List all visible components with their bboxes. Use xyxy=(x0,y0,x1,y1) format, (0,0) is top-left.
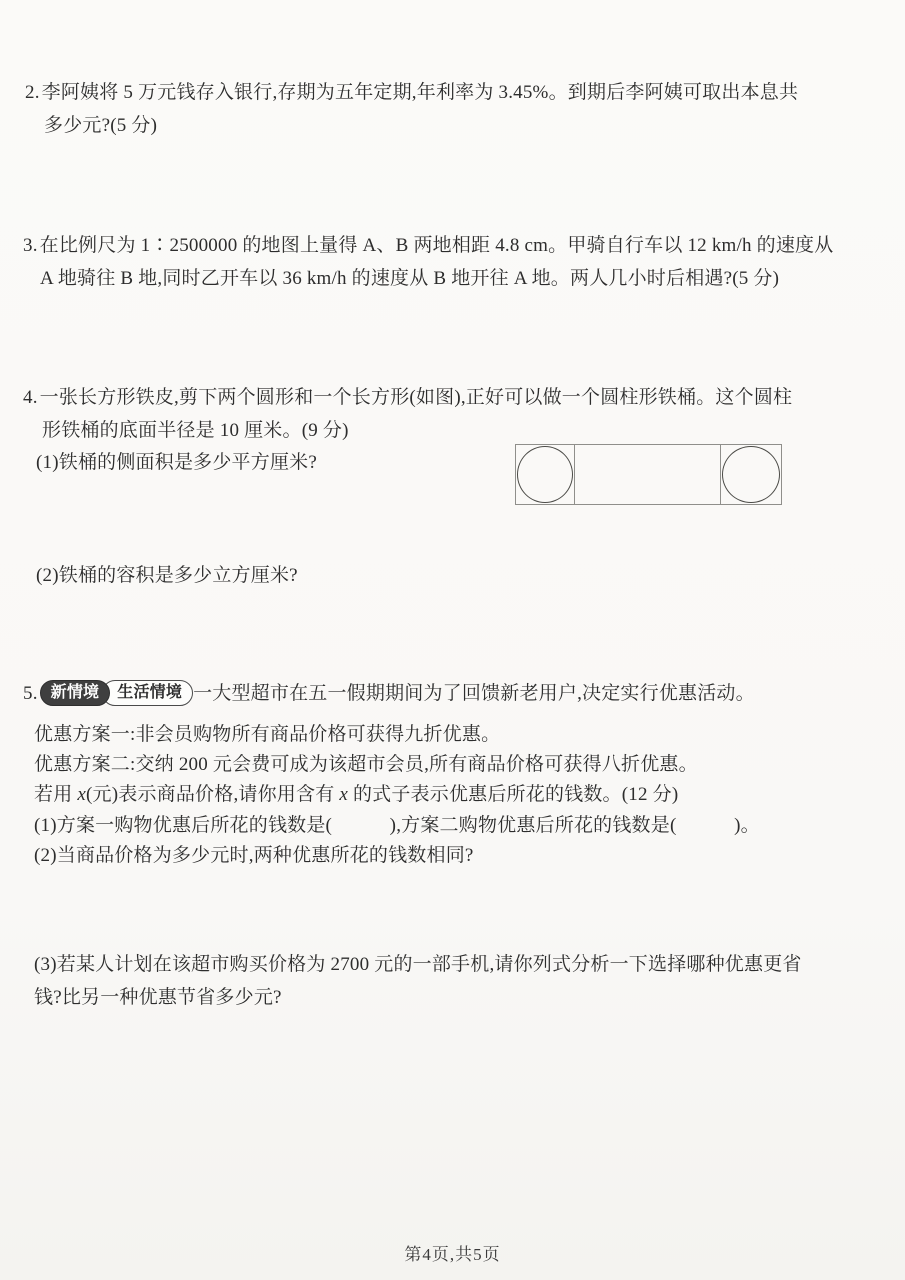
figure-left-circle xyxy=(517,446,573,503)
question-3-number: 3. xyxy=(23,235,38,256)
question-2-line-1 xyxy=(25,80,798,106)
question-5-line-1 xyxy=(23,680,755,707)
figure-left-square xyxy=(516,445,575,504)
question-3-line-1 xyxy=(23,233,833,259)
question-4-line-1 xyxy=(23,385,792,411)
badge-life-context: 生活情境 xyxy=(102,680,193,706)
note-pre: 若用 xyxy=(34,784,78,805)
question-5-part-2: (2)当商品价格为多少元时,两种优惠所花的钱数相同? xyxy=(34,845,474,866)
question-5-number: 5. xyxy=(23,683,38,704)
badge-new-context: 新情境 xyxy=(40,680,111,706)
question-5-part-3-line-2: 钱?比另一种优惠节省多少元? xyxy=(34,987,282,1008)
question-4-line-2: 形铁桶的底面半径是 10 厘米。(9 分) xyxy=(42,420,349,441)
question-5-note xyxy=(34,782,678,808)
tin-sheet-figure xyxy=(515,444,782,505)
question-3-line-2: A 地骑往 B 地,同时乙开车以 36 km/h 的速度从 B 地开往 A 地。两人几小时后相遇?(5 分) xyxy=(40,268,780,289)
question-5-part-3-line-1: (3)若某人计划在该超市购买价格为 2700 元的一部手机,请你列式分析一下选择哪种优惠更省 xyxy=(34,954,802,975)
question-4-part-2: (2)铁桶的容积是多少立方厘米? xyxy=(36,565,298,586)
question-4-part-1: (1)铁桶的侧面积是多少平方厘米? xyxy=(36,452,317,473)
question-2-line-2: 多少元?(5 分) xyxy=(44,115,158,136)
variable-x: x xyxy=(339,784,348,805)
figure-right-square xyxy=(720,445,781,504)
question-4-text: 一张长方形铁皮,剪下两个圆形和一个长方形(如图),正好可以做一个圆柱形铁桶。这个圆柱 xyxy=(39,387,793,408)
figure-right-circle xyxy=(722,446,780,503)
variable-x: x xyxy=(77,784,86,805)
note-mid: (元)表示商品价格,请你用含有 xyxy=(86,784,340,805)
question-5-intro: 一大型超市在五一假期期间为了回馈新老用户,决定实行优惠活动。 xyxy=(193,683,755,704)
question-5-plan-2: 优惠方案二:交纳 200 元会费可成为该超市会员,所有商品价格可获得八折优惠。 xyxy=(34,754,698,775)
question-2-text: 李阿姨将 5 万元钱存入银行,存期为五年定期,年利率为 3.45%。到期后李阿姨可取出本息共 xyxy=(41,82,799,103)
question-5-plan-1: 优惠方案一:非会员购物所有商品价格可获得九折优惠。 xyxy=(34,724,501,745)
question-3-text: 在比例尺为 1∶2500000 的地图上量得 A、B 两地相距 4.8 cm。甲骑自行车以 12 km/h 的速度从 xyxy=(39,235,834,256)
note-post: 的式子表示优惠后所花的钱数。(12 分) xyxy=(348,784,679,805)
question-4-number: 4. xyxy=(23,387,38,408)
question-5-part-1: (1)方案一购物优惠后所花的钱数是( ),方案二购物优惠后所花的钱数是( )。 xyxy=(34,815,760,836)
question-2-number: 2. xyxy=(25,82,40,103)
page-footer: 第4页,共5页 xyxy=(404,1245,501,1264)
